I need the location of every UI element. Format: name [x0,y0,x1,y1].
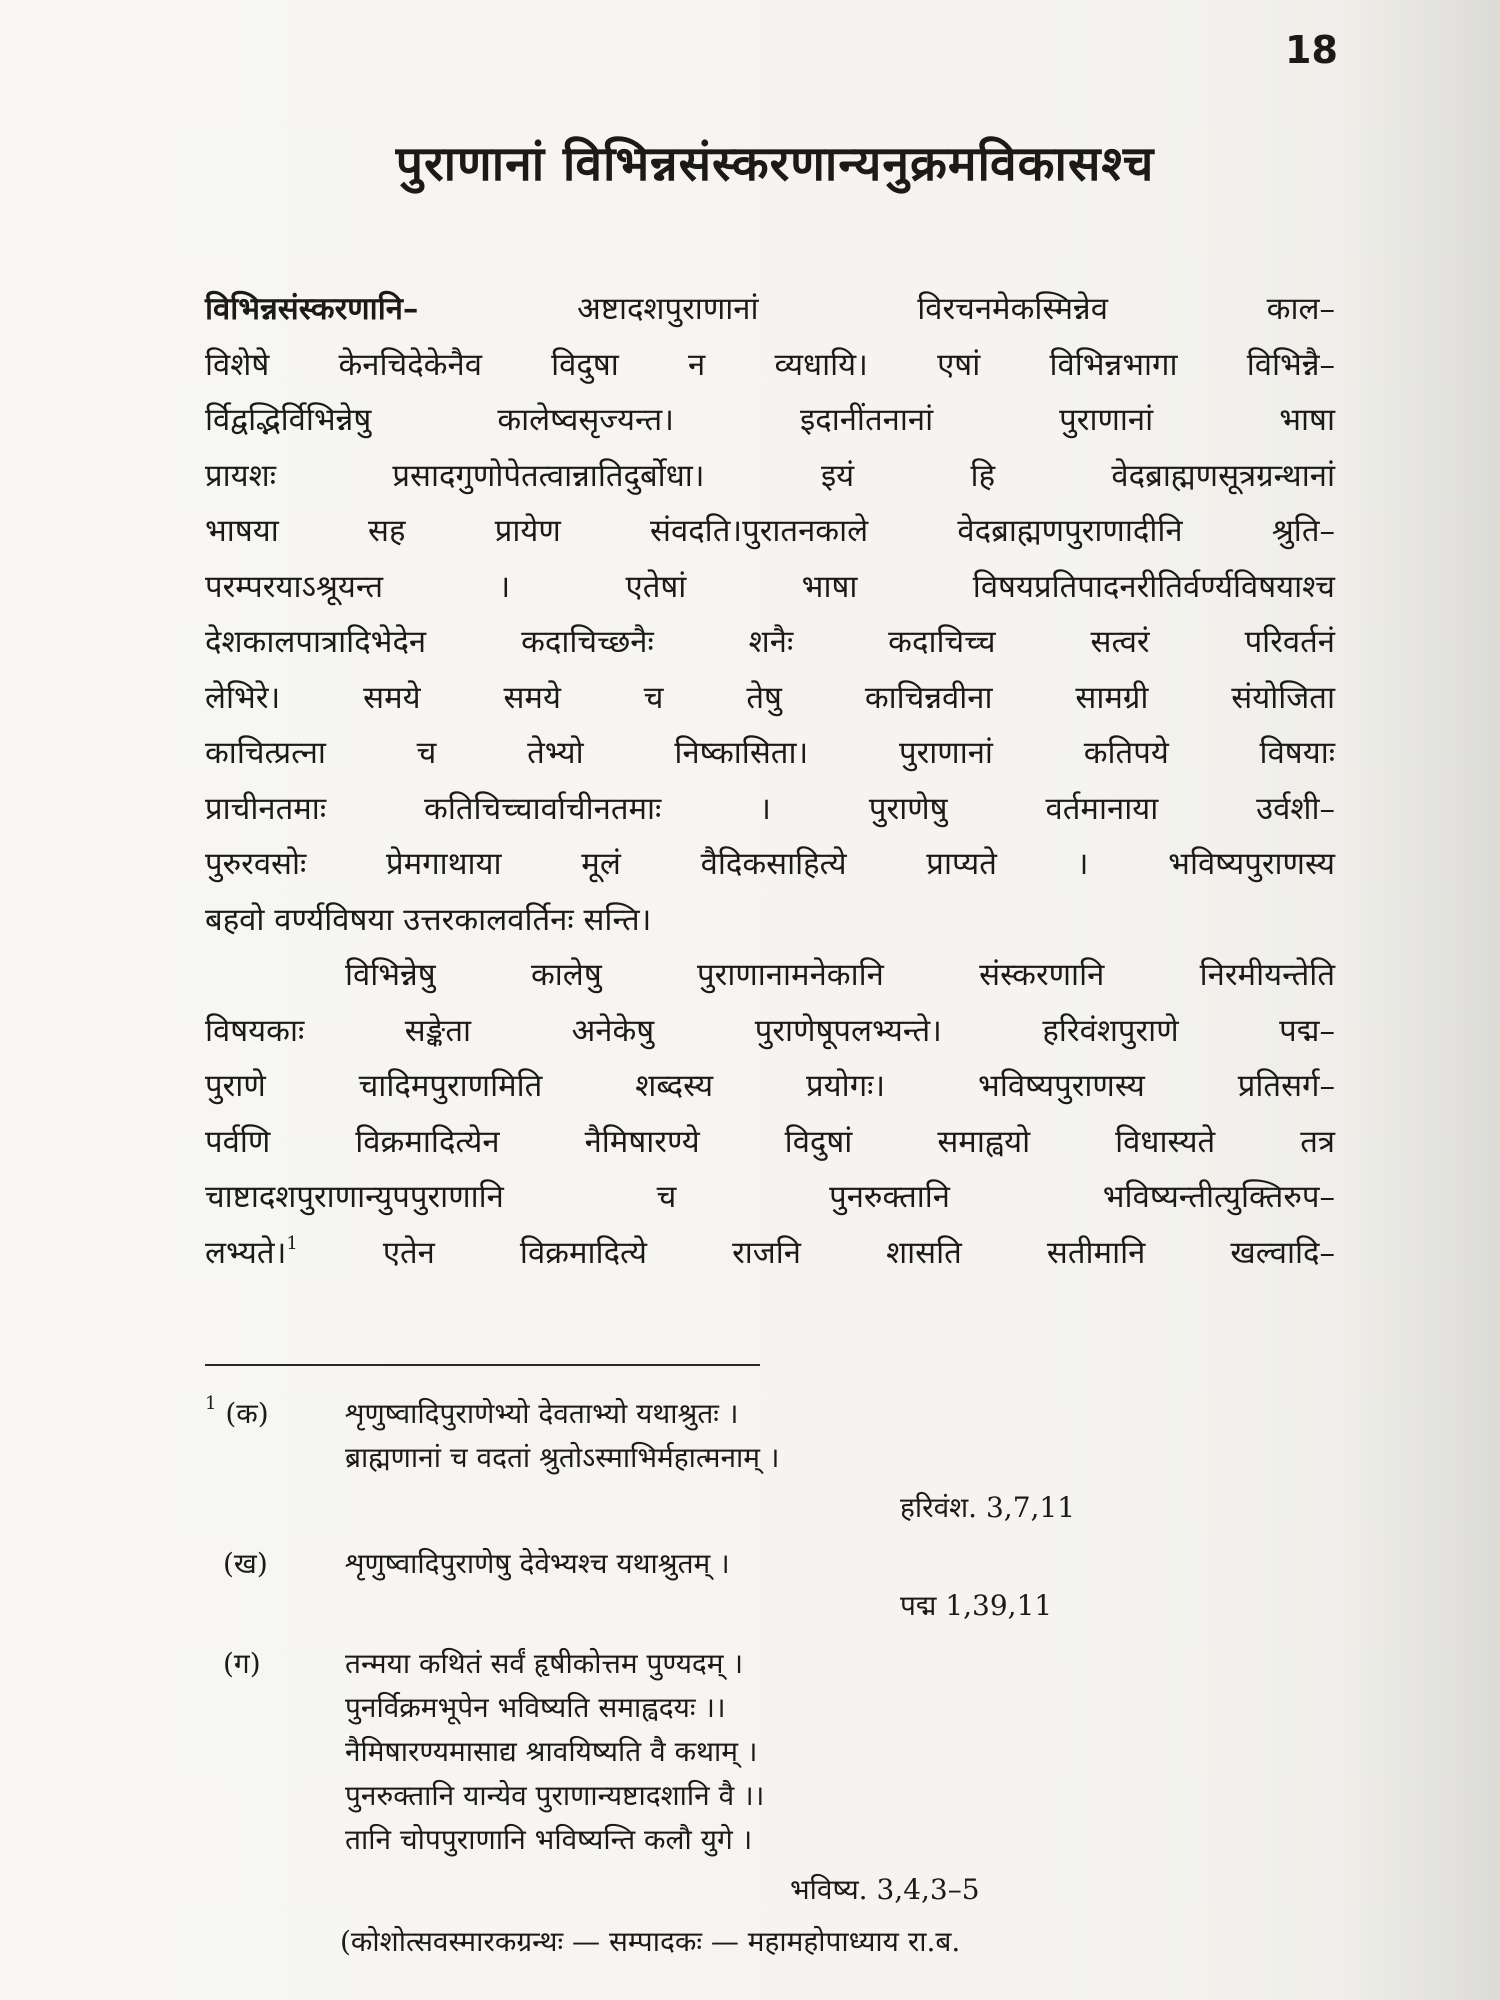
body-line-13: विभिन्नेषु कालेषु पुराणानामनेकानि संस्करणानि निरमीयन्तेति [345,957,1335,993]
footnote-ga [205,1642,1335,1872]
bottom-reference-line: (कोशोत्सवस्मारकग्रन्थः — सम्पादकः — महामहोपाध्याय रा.ब. [340,1925,961,1958]
verse-line: नैमिषारण्यमासाद्य श्रावयिष्यति वै कथाम् । [345,1735,758,1768]
verse-line: तन्मया कथितं सर्वं हृषीकोत्तम पुण्यदम् । [345,1647,744,1680]
page-number: 18 [1285,28,1338,72]
footnote-verse [345,1392,780,1480]
verse-line: तानि चोपपुराणानि भविष्यन्ति कलौ युगे । [345,1823,753,1856]
body-line-14: विषयकाः सङ्केता अनेकेषु पुराणेषूपलभ्यन्ते। हरिवंशपुराणे पद्म– [205,1012,1335,1049]
footnote-divider [205,1364,760,1366]
body-line-8: लेभिरे। समये समये च तेषु काचिन्नवीना सामग्री संयोजिता [205,679,1335,716]
footnote-label: (ग) [223,1647,261,1680]
body-text [205,282,1335,1281]
body-line-3: र्विद्वद्भिर्विभिन्नेषु कालेष्वसृज्यन्त। इदानींतनानां पुराणानां भाषा [205,402,1335,438]
body-line-4: प्रायशः प्रसादगुणोपेतत्वान्नातिदुर्बोधा। इयं हि वेदब्राह्मणसूत्रग्रन्थानां [205,457,1335,494]
footnote-verse [345,1642,764,1862]
lead-term: विभिन्नसंस्करणानि– [205,291,419,327]
footnote-label: (ख) [223,1547,268,1580]
body-line-5: भाषया सह प्रायेण संवदति।पुरातनकाले वेदब्राह्मणपुराणादीनि श्रुति– [205,513,1335,549]
verse-line: शृणुष्वादिपुराणेषु देवेभ्यश्च यथाश्रुतम् । [345,1547,730,1580]
body-line-18: लभ्यते।$^1$ एतेन विक्रमादित्ये राजनि शासति सतीमानि खल्वादि– [205,1232,1335,1271]
footnote-kha [205,1542,1335,1592]
footnote-source: पद्म 1,39,11 [900,1589,1053,1622]
body-line-12: बहवो वर्ण्यविषया उत्तरकालवर्तिनः सन्ति। [205,901,652,938]
footnote-marker: 1 [286,1232,298,1254]
footnote-ka [205,1392,1335,1492]
verse-line: शृणुष्वादिपुराणेभ्यो देवताभ्यो यथाश्रुतः । [345,1397,739,1430]
body-line-1: विभिन्नसंस्करणानि– अष्टादशपुराणानां विरचनमेकस्मिन्नेव काल– [205,291,1335,327]
body-line-11: पुरुरवसोः प्रेमगाथाया मूलं वैदिकसाहित्ये प्राप्यते । भविष्यपुराणस्य [205,846,1335,882]
body-line-15: पुराणे चादिमपुराणमिति शब्दस्य प्रयोगः। भविष्यपुराणस्य प्रतिसर्ग– [205,1068,1335,1104]
body-line-16: पर्वणि विक्रमादित्येन नैमिषारण्ये विदुषां समाह्वयो विधास्यते तत्र [205,1123,1335,1160]
body-line-9: काचित्प्रत्ना च तेभ्यो निष्कासिता। पुराणानां कतिपये विषयाः [205,735,1335,771]
page-edge-shadow [1340,0,1500,2000]
footnote-verse [345,1542,730,1586]
footnote-label: $^1$ (क) [205,1393,269,1430]
body-line-10: प्राचीनतमाः कतिचिच्चार्वाचीनतमाः । पुराणेषु वर्तमानाया उर्वशी– [205,790,1335,827]
body-line-17: चाष्टादशपुराणान्युपपुराणानि च पुनरुक्तानि भविष्यन्तीत्युक्तिरुप– [205,1179,1335,1215]
footnote-source: भविष्य. 3,4,3–5 [790,1873,980,1906]
body-line-7: देशकालपात्रादिभेदेन कदाचिच्छनैः शनैः कदाचिच्च सत्वरं परिवर्तनं [205,624,1335,660]
body-line-2: विशेषे केनचिदेकेनैव विदुषा न व्यधायि। एषां विभिन्नभागा विभिन्नै– [205,346,1335,383]
footnote-source: हरिवंश. 3,7,11 [900,1491,1076,1524]
body-line-6: परम्परयाऽश्रूयन्त । एतेषां भाषा विषयप्रतिपादनरीतिर्वर्ण्यविषयाश्च [205,568,1335,605]
chapter-heading: पुराणानां विभिन्नसंस्करणान्यनुक्रमविकासश्च [395,136,1155,192]
verse-line: ब्राह्मणानां च वदतां श्रुतोऽस्माभिर्महात्मनाम् । [345,1441,780,1474]
verse-line: पुनर्विक्रमभूपेन भविष्यति समाह्वदयः ।। [345,1691,726,1724]
verse-line: पुनरुक्तानि यान्येव पुराणान्यष्टादशानि वै ।। [345,1779,765,1812]
